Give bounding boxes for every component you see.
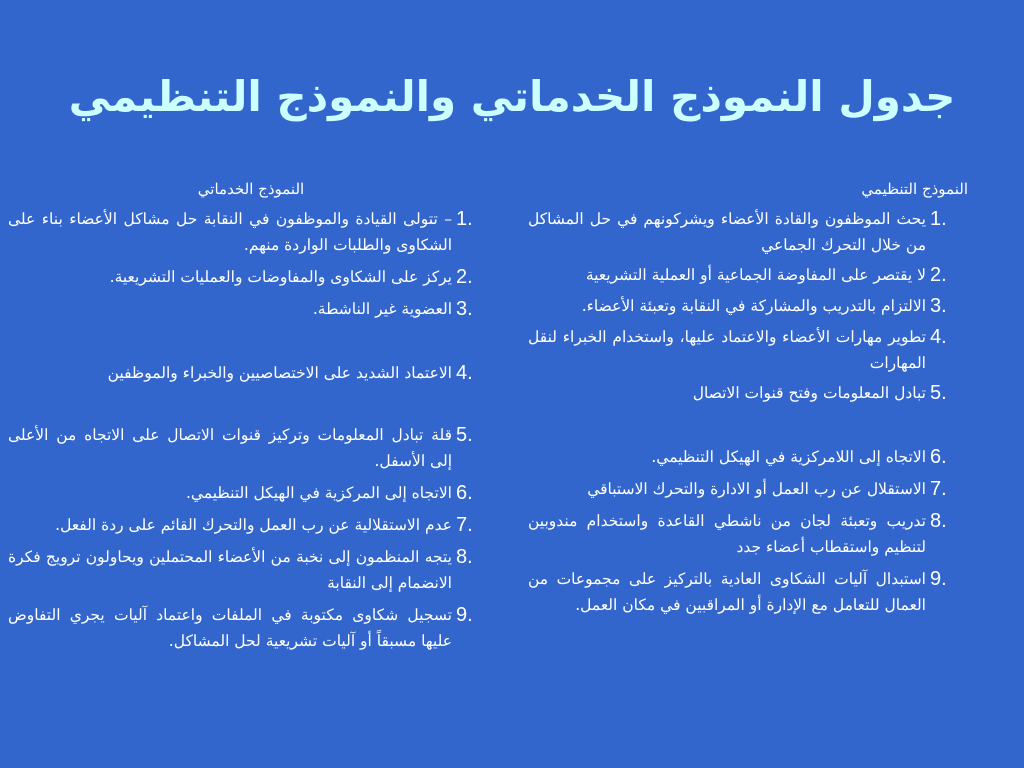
list-item bbox=[8, 296, 494, 322]
item-number: 5. bbox=[930, 382, 947, 404]
list-item bbox=[528, 476, 968, 502]
item-text: تدريب وتعبئة لجان من ناشطي القاعدة واستخدام مندوبين لتنظيم واستقطاب أعضاء جدد bbox=[528, 512, 926, 556]
item-text: قلة تبادل المعلومات وتركيز قنوات الاتصال على الاتجاه من الأعلى إلى الأسفل. bbox=[8, 426, 452, 470]
list-item bbox=[8, 422, 494, 474]
item-number: 6. bbox=[930, 446, 947, 468]
item-number: 9. bbox=[456, 604, 473, 626]
service-model-list bbox=[8, 206, 494, 654]
list-item bbox=[528, 566, 968, 618]
list-item bbox=[528, 206, 968, 258]
item-text: يحث الموظفون والقادة الأعضاء ويشركونهم في حل المشاكل من خلال التحرك الجماعي bbox=[528, 210, 926, 254]
item-number: 6. bbox=[456, 482, 473, 504]
item-text: تسجيل شكاوى مكتوبة في الملفات واعتماد آليات يجري التفاوض عليها مسبقاً أو آليات تشريعية لحل المشاكل. bbox=[8, 606, 452, 650]
list-item bbox=[8, 264, 494, 290]
item-number: 1. bbox=[930, 208, 947, 230]
item-text: الاتجاه إلى اللامركزية في الهيكل التنظيمي. bbox=[651, 448, 926, 466]
slide-title: جدول النموذج الخدماتي والنموذج التنظيمي bbox=[68, 72, 956, 121]
item-text: يركز على الشكاوى والمفاوضات والعمليات التشريعية. bbox=[109, 268, 452, 286]
item-text: تبادل المعلومات وفتح قنوات الاتصال bbox=[692, 384, 926, 402]
service-model-column bbox=[8, 178, 494, 654]
service-model-heading: النموذج الخدماتي bbox=[197, 180, 305, 198]
item-text: الاتجاه إلى المركزية في الهيكل التنظيمي. bbox=[185, 484, 452, 502]
list-item bbox=[528, 508, 968, 560]
list-item bbox=[528, 380, 968, 406]
item-number: 8. bbox=[930, 510, 947, 532]
item-number: 5. bbox=[456, 424, 473, 446]
item-text: استبدال آليات الشكاوى العادية بالتركيز على مجموعات من العمال للتعامل مع الإدارة أو المراقبين في مكان العمل. bbox=[528, 570, 926, 614]
item-number: 9. bbox=[930, 568, 947, 590]
item-number: 7. bbox=[456, 514, 473, 536]
item-text: يتجه المنظمون إلى نخبة من الأعضاء المحتملين ويحاولون ترويج فكرة الانضمام إلى النقابة bbox=[8, 548, 453, 592]
organizational-model-column bbox=[528, 178, 968, 618]
item-number: 4. bbox=[456, 362, 473, 384]
item-number: 4. bbox=[930, 326, 947, 348]
list-item bbox=[8, 206, 494, 258]
item-number: 1. bbox=[456, 208, 473, 230]
item-number: 2. bbox=[930, 264, 947, 286]
list-item bbox=[528, 262, 968, 288]
item-number: 7. bbox=[930, 478, 947, 500]
item-text: عدم الاستقلالية عن رب العمل والتحرك القائم على ردة الفعل. bbox=[55, 516, 452, 534]
list-item bbox=[8, 602, 494, 654]
item-number: 3. bbox=[456, 298, 473, 320]
item-text: الاعتماد الشديد على الاختصاصيين والخبراء والموظفين bbox=[107, 364, 452, 382]
list-item bbox=[528, 293, 968, 319]
list-item bbox=[8, 512, 494, 538]
item-number: 2. bbox=[456, 266, 473, 288]
list-item bbox=[8, 360, 494, 386]
item-number: 3. bbox=[930, 295, 947, 317]
list-item bbox=[8, 544, 494, 596]
list-item bbox=[8, 480, 494, 506]
item-text: – تتولى القيادة والموظفون في النقابة حل مشاكل الأعضاء بناء على الشكاوى والطلبات الواردة منهم. bbox=[8, 210, 452, 254]
organizational-model-heading: النموذج التنظيمي bbox=[861, 180, 968, 198]
item-text: الاستقلال عن رب العمل أو الادارة والتحرك الاستباقي bbox=[587, 480, 926, 498]
item-text: لا يقتصر على المفاوضة الجماعية أو العملية التشريعية bbox=[585, 266, 926, 284]
item-number: 8. bbox=[456, 546, 473, 568]
list-item bbox=[528, 444, 968, 470]
organizational-model-list bbox=[528, 206, 968, 618]
item-text: الالتزام بالتدريب والمشاركة في النقابة وتعبئة الأعضاء. bbox=[581, 297, 926, 315]
list-item bbox=[528, 324, 968, 376]
item-text: تطوير مهارات الأعضاء والاعتماد عليها، واستخدام الخبراء لنقل المهارات bbox=[528, 328, 926, 372]
item-text: العضوية غير الناشطة. bbox=[312, 300, 452, 318]
